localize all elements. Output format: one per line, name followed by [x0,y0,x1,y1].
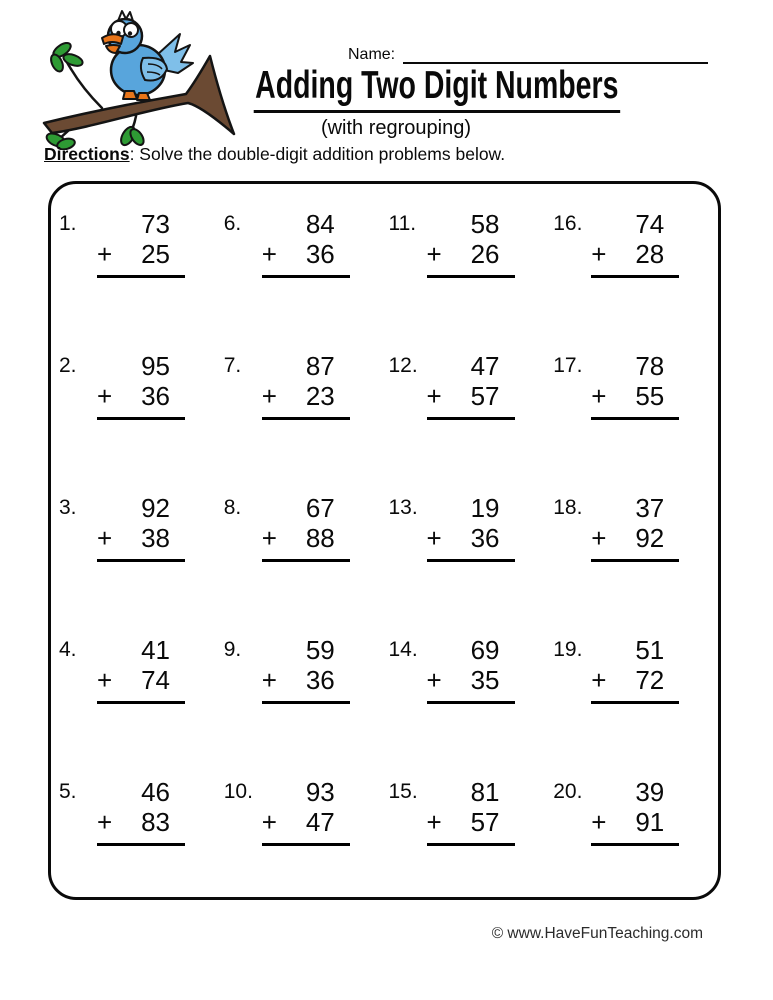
answer-blank[interactable] [591,559,679,562]
bottom-addend: 36 [470,522,500,553]
bottom-row [97,808,185,838]
plus-sign: + [591,522,607,553]
problem-stack [591,778,679,846]
problem-stack [97,778,185,846]
answer-blank[interactable] [262,701,350,704]
problem-16 [549,210,714,352]
bottom-addend: 36 [305,664,335,695]
problem-3 [55,494,220,636]
answer-blank[interactable] [97,275,185,278]
top-addend: 87 [305,351,335,381]
bottom-row [591,524,679,554]
problem-19 [549,636,714,778]
answer-blank[interactable] [427,275,515,278]
top-addend: 59 [305,635,335,665]
bottom-addend: 88 [305,522,335,553]
bottom-addend: 74 [141,664,170,695]
problem-20 [549,778,714,920]
bottom-row [427,524,515,554]
top-addend: 93 [305,777,335,807]
problem-17 [549,352,714,494]
bottom-addend: 57 [470,806,500,837]
problem-stack [427,494,515,562]
bottom-addend: 91 [635,806,665,837]
plus-sign: + [426,806,442,837]
problem-stack [427,352,515,420]
problem-stack [262,494,350,562]
bottom-addend: 47 [305,806,335,837]
bottom-addend: 35 [470,664,500,695]
problem-12 [385,352,550,494]
page-title: Adding Two Digit Numbers [254,66,620,113]
footer-credit: © www.HaveFunTeaching.com [491,925,703,942]
problem-number: 13. [388,496,418,519]
problem-number: 18. [553,496,583,519]
answer-blank[interactable] [262,417,350,420]
problem-number: 6. [223,212,242,235]
problem-number: 20. [553,780,583,803]
bottom-addend: 26 [470,238,500,269]
plus-sign: + [426,238,442,269]
problem-14 [385,636,550,778]
problem-stack [427,636,515,704]
top-addend: 51 [635,635,665,665]
problem-4 [55,636,220,778]
problem-number: 14. [388,638,418,661]
problem-number: 8. [223,496,242,519]
problem-9 [220,636,385,778]
bottom-row [262,666,350,696]
problem-stack [591,494,679,562]
directions-label: Directions [44,144,130,164]
bottom-row [591,240,679,270]
problem-stack [591,352,679,420]
directions-text: : Solve the double-digit addition problems below. [129,144,506,164]
answer-blank[interactable] [591,417,679,420]
problem-stack [97,494,185,562]
problem-number: 3. [59,496,77,519]
problem-number: 4. [59,638,77,661]
problem-number: 11. [388,212,417,235]
top-addend: 69 [470,635,500,665]
plus-sign: + [261,380,277,411]
bottom-row [591,808,679,838]
name-label: Name: [348,46,396,63]
problem-number: 1. [59,212,77,235]
bottom-row [591,382,679,412]
bottom-row [427,808,515,838]
plus-sign: + [261,806,277,837]
plus-sign: + [591,664,607,695]
answer-blank[interactable] [262,559,350,562]
plus-sign: + [97,664,113,695]
plus-sign: + [97,806,113,837]
plus-sign: + [426,664,442,695]
plus-sign: + [591,238,607,269]
plus-sign: + [591,380,607,411]
problem-number: 17. [553,354,583,377]
answer-blank[interactable] [591,843,679,846]
name-blank-line[interactable] [403,44,708,64]
bottom-addend: 36 [141,380,170,411]
problem-1 [55,210,220,352]
answer-blank[interactable] [97,701,185,704]
plus-sign: + [261,664,277,695]
bottom-addend: 55 [635,380,665,411]
plus-sign: + [426,380,442,411]
answer-blank[interactable] [427,559,515,562]
problem-stack [262,210,350,278]
answer-blank[interactable] [97,417,185,420]
problem-stack [262,352,350,420]
answer-blank[interactable] [262,275,350,278]
bottom-row [262,524,350,554]
problem-10 [220,778,385,920]
answer-blank[interactable] [97,843,185,846]
top-addend: 81 [470,777,500,807]
bottom-row [262,382,350,412]
bottom-row [427,240,515,270]
bottom-addend: 72 [635,664,665,695]
title-block [186,64,619,140]
problems-grid [51,184,718,920]
bottom-row [262,240,350,270]
top-addend: 92 [141,493,170,523]
problem-stack [427,778,515,846]
problem-6 [220,210,385,352]
bottom-addend: 92 [635,522,665,553]
answer-blank[interactable] [427,417,515,420]
bottom-addend: 57 [470,380,500,411]
problem-stack [427,210,515,278]
problem-number: 2. [59,354,77,377]
problem-13 [385,494,550,636]
plus-sign: + [97,522,113,553]
top-addend: 37 [635,493,665,523]
answer-blank[interactable] [591,275,679,278]
answer-blank[interactable] [97,559,185,562]
plus-sign: + [261,522,277,553]
top-addend: 73 [141,209,170,239]
answer-blank[interactable] [427,843,515,846]
bottom-addend: 83 [141,806,170,837]
problem-18 [549,494,714,636]
problem-number: 5. [59,780,77,803]
bottom-row [262,808,350,838]
problem-stack [591,210,679,278]
problem-stack [262,778,350,846]
problem-number: 7. [223,354,242,377]
problem-2 [55,352,220,494]
top-addend: 58 [470,209,500,239]
directions [44,144,505,165]
name-row [348,44,708,64]
problem-stack [97,636,185,704]
answer-blank[interactable] [427,701,515,704]
top-addend: 95 [141,351,170,381]
top-addend: 39 [635,777,665,807]
problem-stack [262,636,350,704]
top-addend: 47 [470,351,500,381]
problem-number: 10. [223,780,253,803]
problem-number: 19. [553,638,583,661]
page-subtitle: (with regrouping) [320,117,472,139]
top-addend: 74 [635,209,665,239]
plus-sign: + [97,238,113,269]
top-addend: 46 [141,777,170,807]
bottom-addend: 36 [305,238,335,269]
problem-number: 15. [388,780,418,803]
bottom-addend: 28 [635,238,665,269]
bottom-row [427,666,515,696]
answer-blank[interactable] [262,843,350,846]
bottom-row [97,240,185,270]
bottom-addend: 23 [305,380,335,411]
top-addend: 19 [470,493,500,523]
problems-box [48,181,721,900]
problem-stack [591,636,679,704]
bottom-addend: 38 [141,522,170,553]
problem-7 [220,352,385,494]
problem-stack [97,210,185,278]
top-addend: 84 [305,209,335,239]
problem-number: 9. [223,638,242,661]
bottom-row [97,524,185,554]
plus-sign: + [261,238,277,269]
problem-stack [97,352,185,420]
bottom-addend: 25 [141,238,170,269]
top-addend: 67 [305,493,335,523]
problem-11 [385,210,550,352]
problem-15 [385,778,550,920]
bottom-row [427,382,515,412]
plus-sign: + [426,522,442,553]
problem-5 [55,778,220,920]
plus-sign: + [97,380,113,411]
answer-blank[interactable] [591,701,679,704]
problem-number: 12. [388,354,418,377]
top-addend: 78 [635,351,665,381]
bottom-row [97,382,185,412]
bottom-row [97,666,185,696]
problem-8 [220,494,385,636]
top-addend: 41 [141,635,170,665]
bottom-row [591,666,679,696]
plus-sign: + [591,806,607,837]
problem-number: 16. [553,212,583,235]
